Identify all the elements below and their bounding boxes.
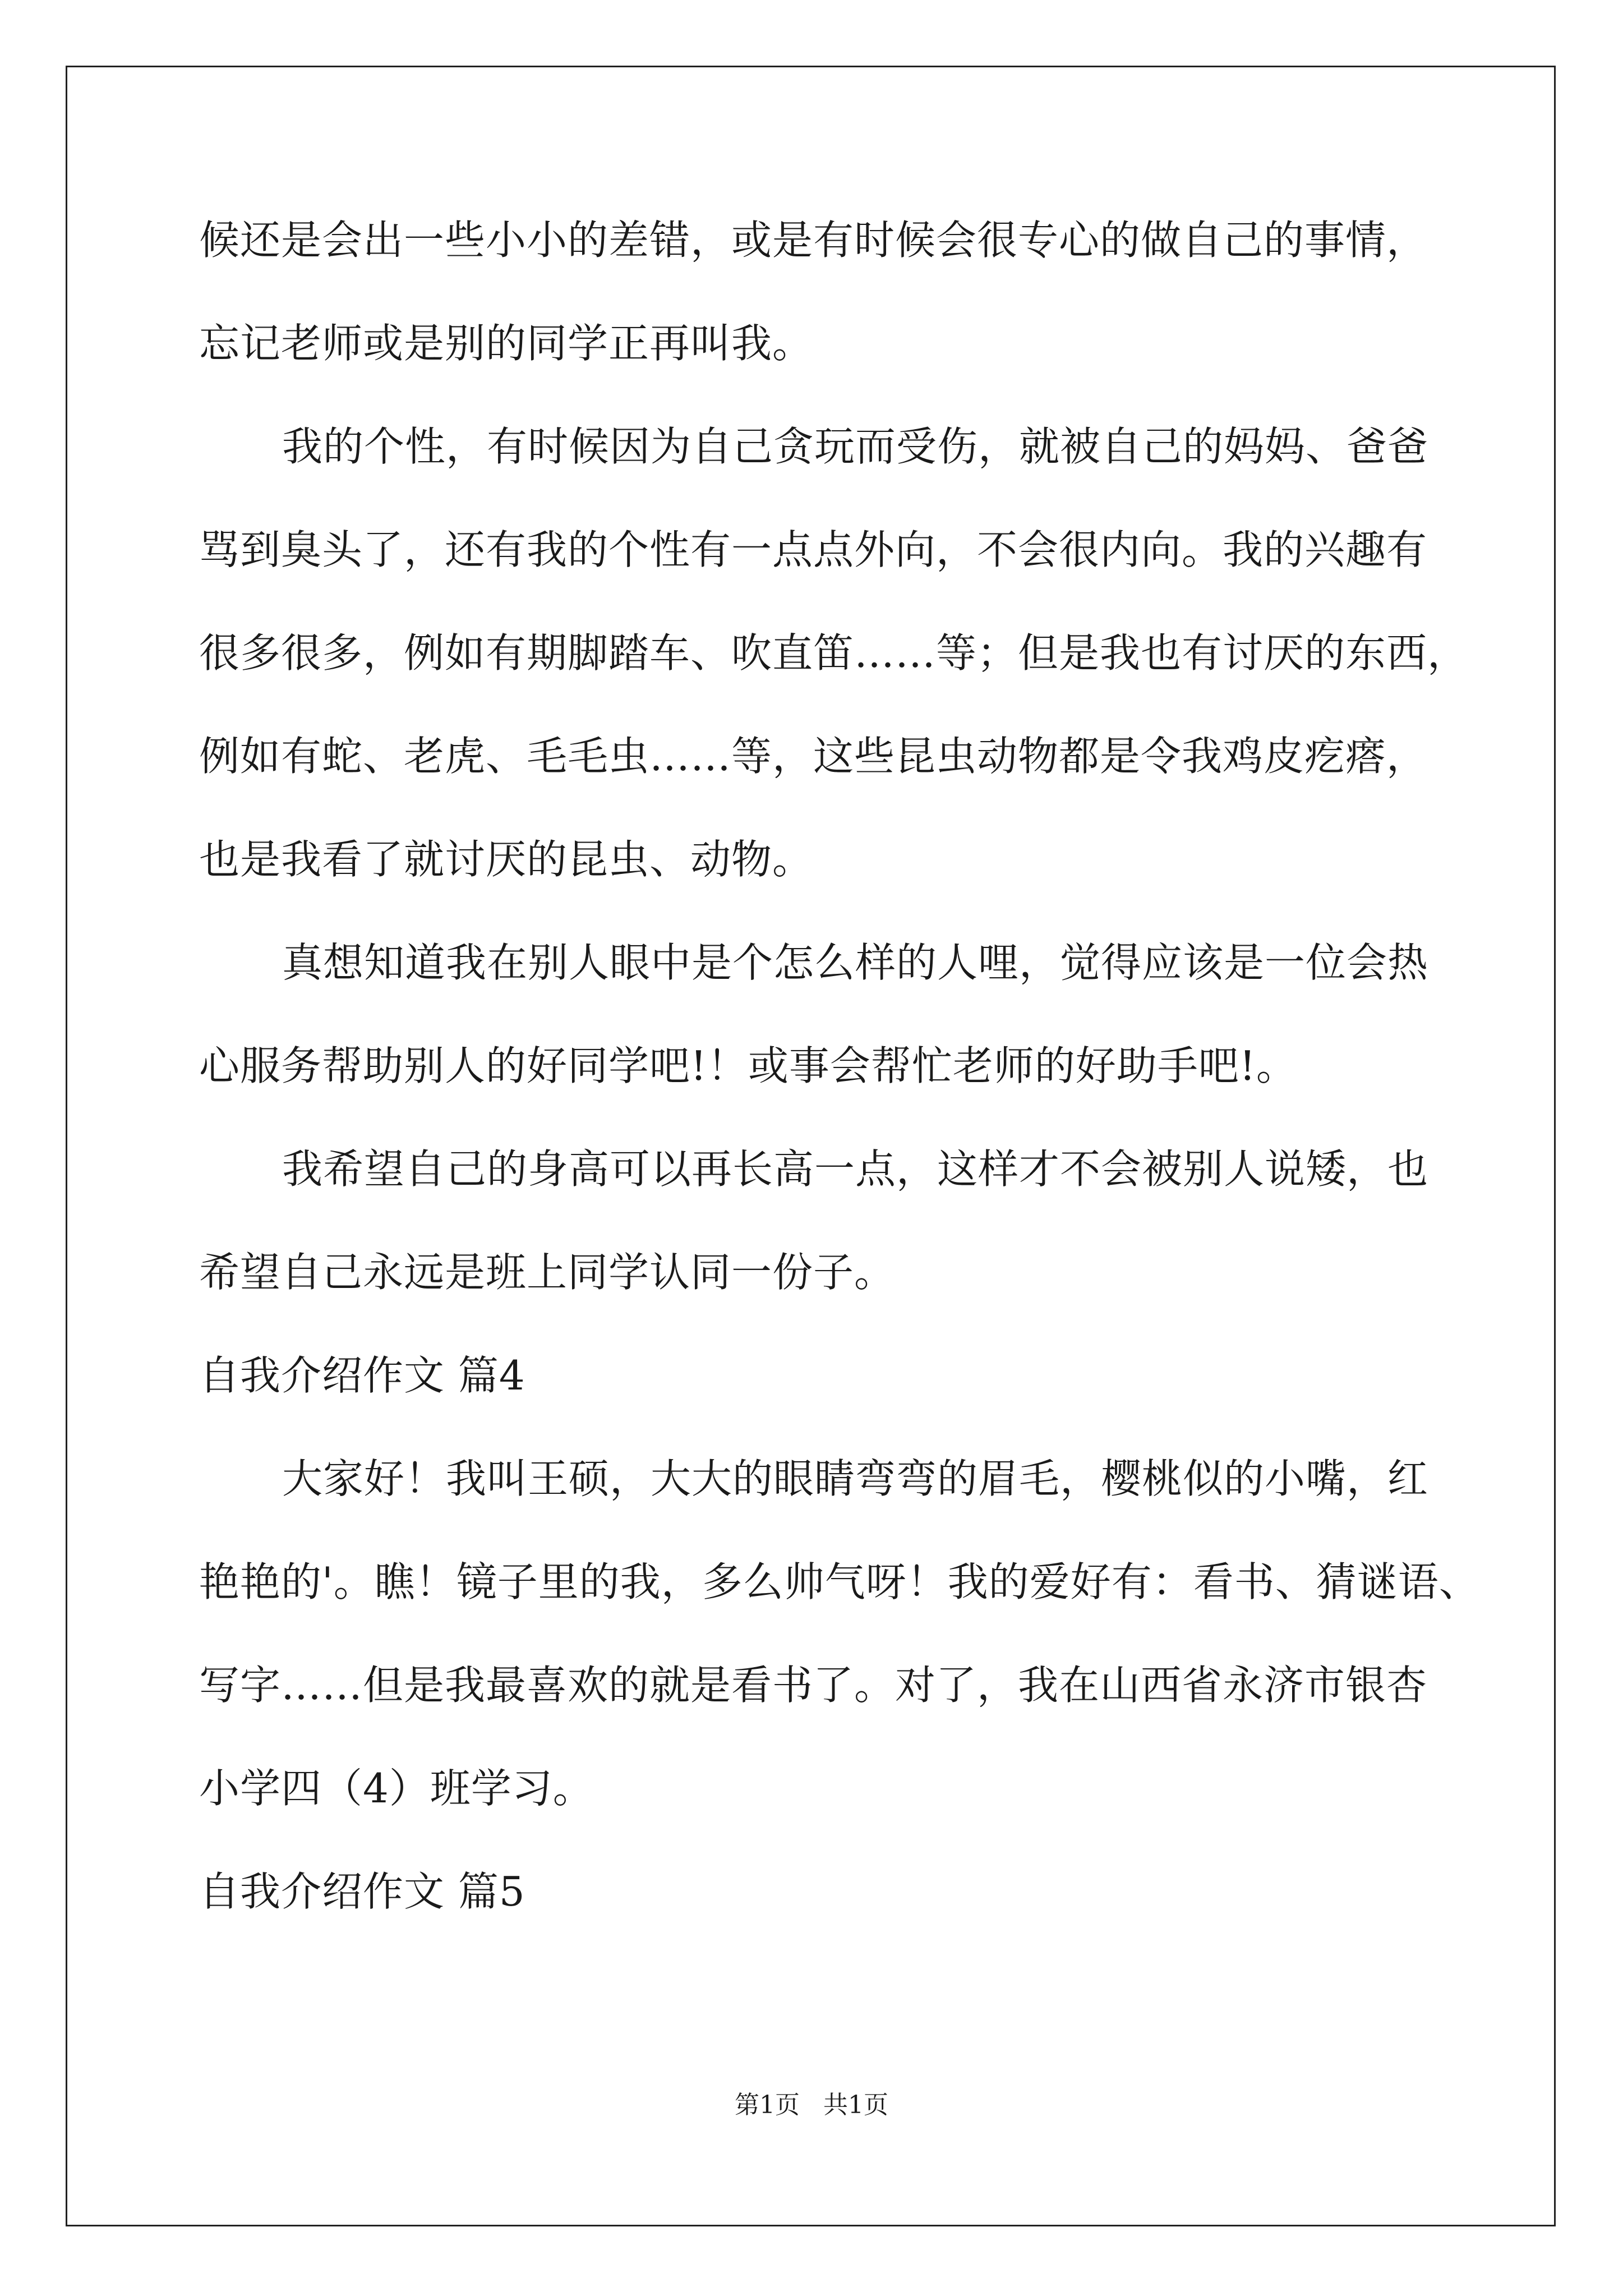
text-line: 艳艳的'。瞧！镜子里的我，多么帅气呀！我的爱好有：看书、猜谜语、	[199, 1558, 1480, 1605]
text-line: 很多很多，例如有期脚踏车、吹直笛……等；但是我也有讨厌的东西，	[199, 629, 1469, 677]
section-heading: 自我介绍作文 篇5	[199, 1868, 525, 1915]
paragraph-first-line: 我的个性，有时候因为自己贪玩而受伤，就被自己的妈妈、爸爸	[282, 423, 1429, 470]
text-line: 小学四（4）班学习。	[199, 1765, 594, 1812]
text-line: 也是我看了就讨厌的昆虫、动物。	[199, 836, 814, 883]
section-heading: 自我介绍作文 篇4	[199, 1352, 525, 1399]
text-line: 候还是会出一些小小的差错，或是有时候会很专心的做自己的事情，	[199, 217, 1428, 264]
paragraph-first-line: 真想知道我在别人眼中是个怎么样的人哩，觉得应该是一位会热	[282, 939, 1429, 986]
paragraph-first-line: 大家好！我叫王硕，大大的眼睛弯弯的眉毛，樱桃似的小嘴，红	[282, 1455, 1429, 1502]
text-line: 写字……但是我最喜欢的就是看书了。对了，我在山西省永济市银杏	[199, 1662, 1428, 1709]
paragraph-first-line: 我希望自己的身高可以再长高一点，这样才不会被别人说矮，也	[282, 1145, 1429, 1193]
document-body	[199, 213, 1480, 1918]
text-line: 骂到臭头了，还有我的个性有一点点外向，不会很内向。我的兴趣有	[199, 526, 1428, 573]
text-line: 忘记老师或是别的同学正再叫我。	[199, 320, 814, 367]
text-line: 希望自己永远是班上同学认同一份子。	[199, 1249, 896, 1296]
text-line: 心服务帮助别人的好同学吧!！或事会帮忙老师的好助手吧!。	[199, 1042, 1297, 1089]
page-number-footer: 第1页 共1页	[735, 2091, 888, 2119]
text-line: 例如有蛇、老虎、毛毛虫……等，这些昆虫动物都是令我鸡皮疙瘩，	[199, 733, 1428, 780]
